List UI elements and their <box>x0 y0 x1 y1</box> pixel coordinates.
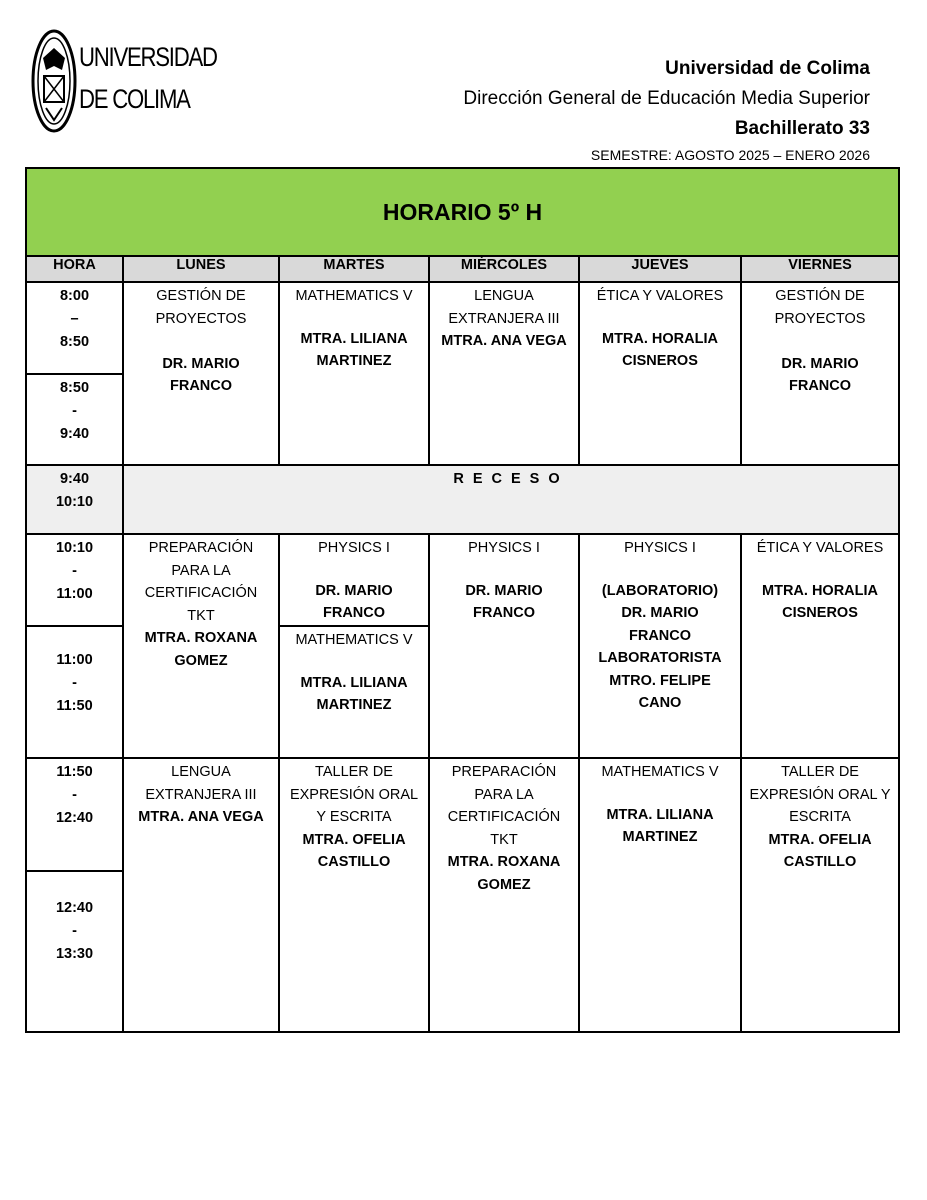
table-row <box>26 758 899 871</box>
column-header-miercoles: MIÉRCOLES <box>429 256 579 282</box>
time-slot: 8:00 – 8:50 <box>26 282 123 374</box>
class-cell: TALLER DE EXPRESIÓN ORAL Y ESCRITA MTRA. OFELIA CASTILLO <box>279 758 429 1032</box>
time-slot: 12:40 - 13:30 <box>26 871 123 1032</box>
schedule-table <box>25 167 900 1033</box>
time-slot: 11:50 - 12:40 <box>26 758 123 871</box>
class-cell: PREPARACIÓN PARA LA CERTIFICACIÓN TKT MTRA. ROXANA GOMEZ <box>429 758 579 1032</box>
class-cell: TALLER DE EXPRESIÓN ORAL Y ESCRITA MTRA. OFELIA CASTILLO <box>741 758 899 1032</box>
schedule-title: HORARIO 5º H <box>26 168 899 256</box>
class-cell: GESTIÓN DE PROYECTOS DR. MARIO FRANCO <box>741 282 899 465</box>
class-cell: LENGUA EXTRANJERA III MTRA. ANA VEGA <box>123 758 279 1032</box>
class-cell: PREPARACIÓN PARA LA CERTIFICACIÓN TKT MTRA. ROXANA GOMEZ <box>123 534 279 758</box>
class-cell: PHYSICS I (LABORATORIO) DR. MARIO FRANCO LABORATORISTA MTRO. FELIPE CANO <box>579 534 741 758</box>
table-row <box>26 282 899 374</box>
time-slot: 8:50 - 9:40 <box>26 374 123 465</box>
class-cell: MATHEMATICS V MTRA. LILIANA MARTINEZ <box>579 758 741 1032</box>
class-cell: PHYSICS I DR. MARIO FRANCO <box>279 534 429 626</box>
department-name: Dirección General de Educación Media Superior <box>463 88 870 109</box>
day-header-row <box>26 256 899 282</box>
column-header-jueves: JUEVES <box>579 256 741 282</box>
university-seal-icon <box>30 28 78 134</box>
class-cell: MATHEMATICS V MTRA. LILIANA MARTINEZ <box>279 626 429 758</box>
school-name: Bachillerato 33 <box>734 118 870 139</box>
column-header-lunes: LUNES <box>123 256 279 282</box>
class-cell: LENGUA EXTRANJERA III MTRA. ANA VEGA <box>429 282 579 465</box>
class-cell: PHYSICS I DR. MARIO FRANCO <box>429 534 579 758</box>
class-cell: MATHEMATICS V MTRA. LILIANA MARTINEZ <box>279 282 429 465</box>
university-logo <box>30 28 217 136</box>
class-cell: GESTIÓN DE PROYECTOS DR. MARIO FRANCO <box>123 282 279 465</box>
recess-cell: RECESO <box>123 465 899 534</box>
column-header-viernes: VIERNES <box>741 256 899 282</box>
table-row <box>26 534 899 626</box>
institution-name: Universidad de Colima <box>665 58 870 79</box>
column-header-hora: HORA <box>26 256 123 282</box>
column-header-martes: MARTES <box>279 256 429 282</box>
logo-wordmark: UNIVERSIDAD DE COLIMA <box>79 42 217 114</box>
time-slot: 10:10 - 11:00 <box>26 534 123 626</box>
class-cell: ÉTICA Y VALORES MTRA. HORALIA CISNEROS <box>741 534 899 758</box>
time-slot: 11:00 - 11:50 <box>26 626 123 758</box>
class-cell: ÉTICA Y VALORES MTRA. HORALIA CISNEROS <box>579 282 741 465</box>
recess-row <box>26 465 899 534</box>
semester-label: SEMESTRE: AGOSTO 2025 – ENERO 2026 <box>590 147 870 163</box>
time-slot: 9:40 10:10 <box>26 465 123 534</box>
